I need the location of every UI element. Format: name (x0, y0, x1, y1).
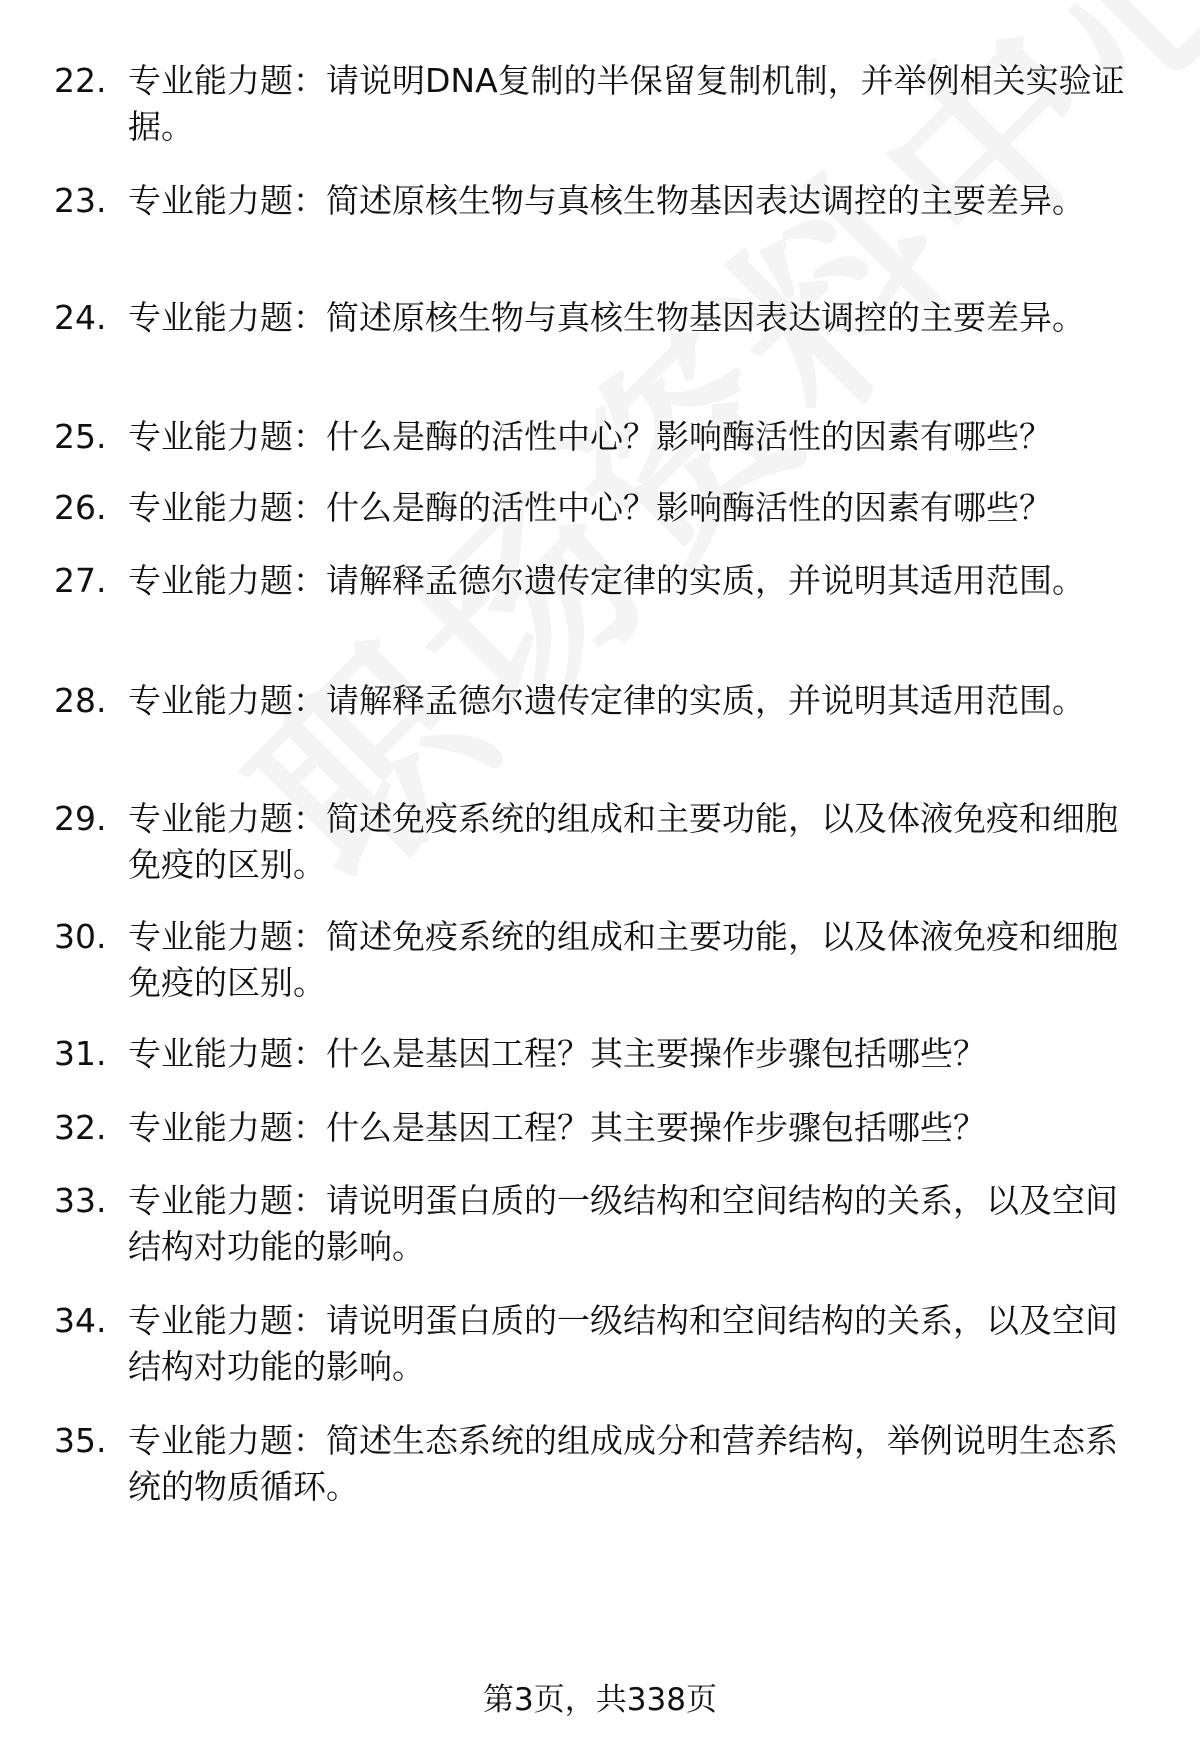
question-number: 31. (54, 1034, 107, 1073)
question-text: 专业能力题：简述免疫系统的组成和主要功能，以及体液免疫和细胞免疫的区别。 (128, 799, 1118, 884)
question-text: 专业能力题：请说明蛋白质的一级结构和空间结构的关系，以及空间结构对功能的影响。 (128, 1181, 1118, 1266)
question-number: 30. (54, 917, 107, 956)
question-text: 专业能力题：什么是基因工程？其主要操作步骤包括哪些？ (128, 1108, 986, 1147)
question-text: 专业能力题：简述生态系统的组成成分和营养结构，举例说明生态系统的物质循环。 (128, 1421, 1118, 1506)
question-text: 专业能力题：请说明DNA复制的半保留复制机制，并举例相关实验证据。 (128, 61, 1125, 146)
question-number: 28. (54, 681, 107, 720)
question-text: 专业能力题：简述原核生物与真核生物基因表达调控的主要差异。 (128, 181, 1085, 220)
question-text: 专业能力题：什么是酶的活性中心？影响酶活性的因素有哪些？ (128, 417, 1052, 456)
question-number: 22. (54, 61, 107, 100)
question-text: 专业能力题：什么是酶的活性中心？影响酶活性的因素有哪些？ (128, 488, 1052, 527)
question-text: 专业能力题：请解释孟德尔遗传定律的实质，并说明其适用范围。 (128, 561, 1085, 600)
question-number: 34. (54, 1301, 107, 1340)
question-number: 27. (54, 561, 107, 600)
question-number: 33. (54, 1181, 107, 1220)
question-number: 24. (54, 298, 107, 337)
question-number: 26. (54, 488, 107, 527)
question-text: 专业能力题：请解释孟德尔遗传定律的实质，并说明其适用范围。 (128, 681, 1085, 720)
question-number: 35. (54, 1421, 107, 1460)
question-number: 23. (54, 181, 107, 220)
question-text: 专业能力题：请说明蛋白质的一级结构和空间结构的关系，以及空间结构对功能的影响。 (128, 1301, 1118, 1386)
page-footer: 第3页，共338页 (483, 1682, 717, 1718)
question-text: 专业能力题：简述免疫系统的组成和主要功能，以及体液免疫和细胞免疫的区别。 (128, 917, 1118, 1002)
question-number: 32. (54, 1108, 107, 1147)
question-number: 29. (54, 799, 107, 838)
question-number: 25. (54, 417, 107, 456)
question-text: 专业能力题：什么是基因工程？其主要操作步骤包括哪些？ (128, 1034, 986, 1073)
question-text: 专业能力题：简述原核生物与真核生物基因表达调控的主要差异。 (128, 298, 1085, 337)
